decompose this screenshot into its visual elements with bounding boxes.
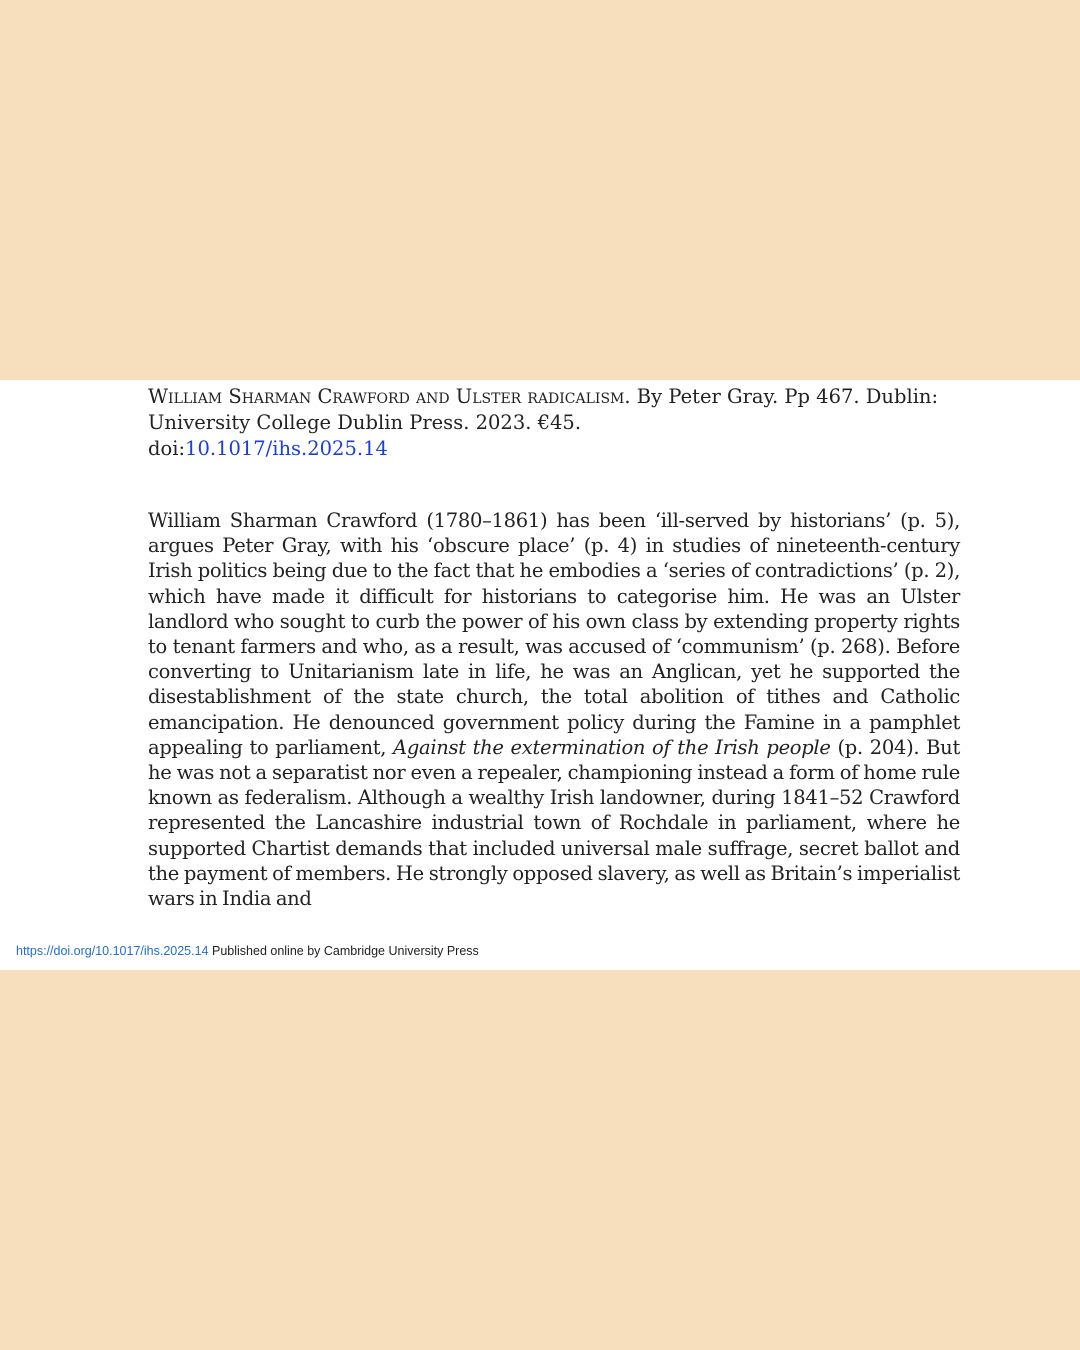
footer-doi-link[interactable]: https://doi.org/10.1017/ihs.2025.14: [16, 944, 209, 958]
page-footer: [16, 943, 479, 959]
footer-publisher: Published online by Cambridge University Press: [208, 944, 479, 958]
doi-prefix: doi:: [148, 437, 186, 460]
doi-line: [148, 437, 388, 460]
body-text-part2: (p. 204). But he was not a separatist nor even a repealer, championing instead a form of home rule known as federalism. Although a wealthy Irish landowner, during 1841–52 Crawford represented the Lancashire industrial town of Rochdale in parliament, where he supported Chartist demands that included universal male suffrage, secret ballot and the payment of members. He strongly opposed slavery, as well as Britain’s imperialist wars in India and: [148, 735, 960, 911]
book-title: William Sharman Crawford and Ulster radicalism.: [148, 385, 631, 408]
book-citation: By Peter Gray. Pp 467. Dublin: University College Dublin Press. 2023. €45.: [148, 385, 939, 434]
pamphlet-title: Against the extermination of the Irish people: [393, 735, 831, 759]
body-text-part1: William Sharman Crawford (1780–1861) has been ‘ill-served by historians’ (p. 5), argues Peter Gray, with his ‘obscure place’ (p. 4) in studies of nineteenth-century Irish politics being due to the fact that he embodies a ‘series of contradictions’ (p. 2), which have made it difficult for historians to categorise him. He was an Ulster landlord who sought to curb the power of his own class by extending property rights to tenant farmers and who, as a result, was accused of ‘communism’ (p. 268). Before converting to Unitarianism late in life, he was an Anglican, yet he supported the disestablishment of the state church, the total abolition of tithes and Catholic emancipation. He denounced government policy during the Famine in a pamphlet appealing to parliament,: [148, 509, 960, 759]
review-body: [148, 508, 960, 911]
review-header: [148, 384, 960, 462]
doi-link[interactable]: 10.1017/ihs.2025.14: [185, 437, 388, 460]
